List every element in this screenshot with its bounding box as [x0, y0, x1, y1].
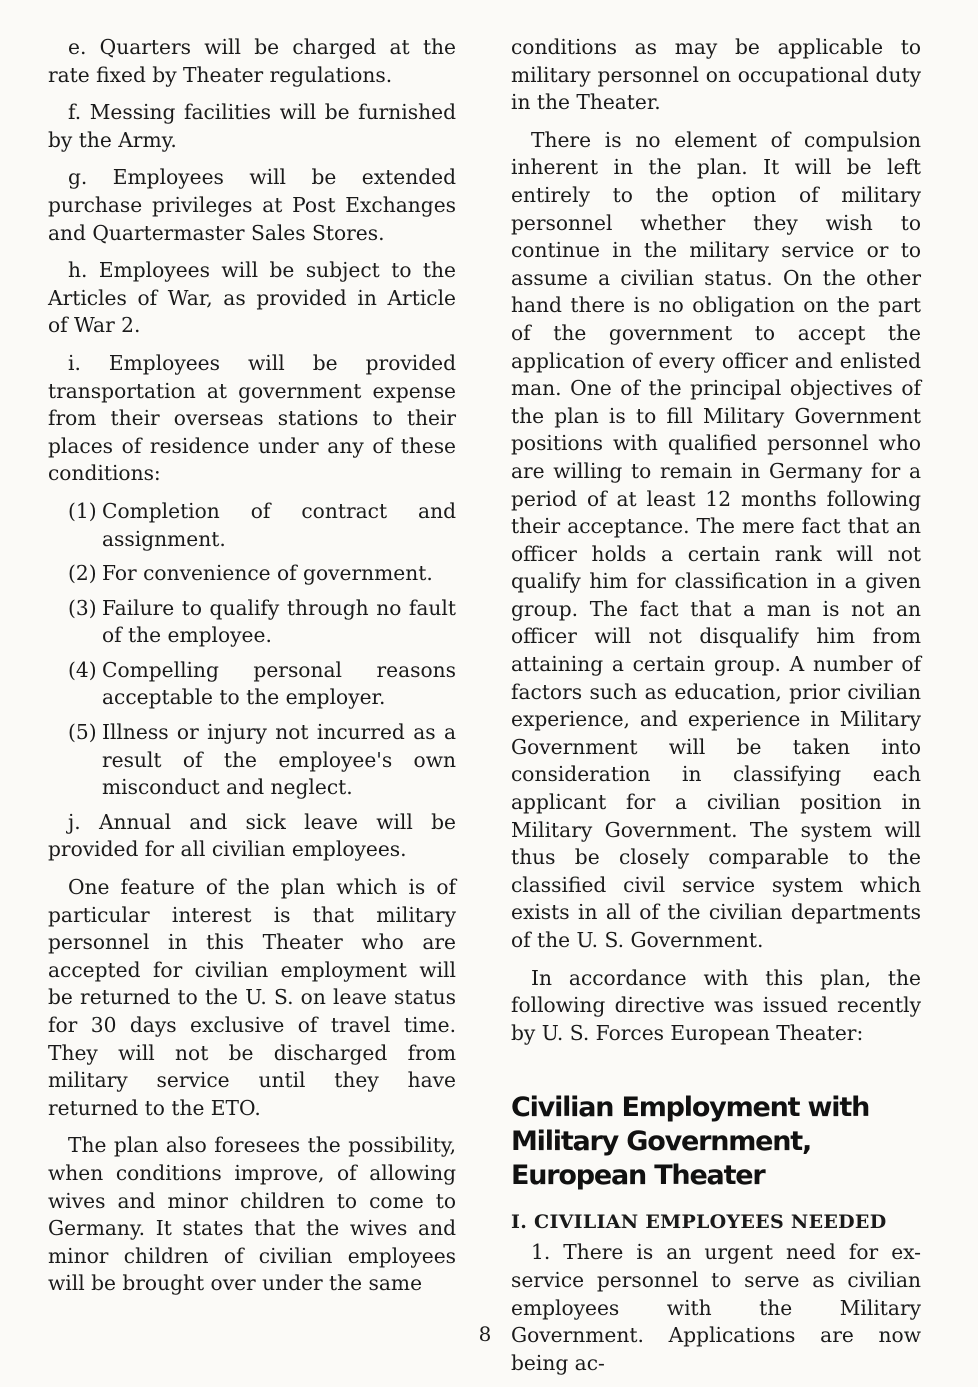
list-item-number: (5) — [68, 720, 97, 745]
paragraph-feature: One feature of the plan which is of particular interest is that military personnel in this Theater who are accepted for civilian employment will be returned to the U. S. on leave status for 30 days exclusive of travel time. They will not be discharged from military service until they have returned to the ETO. — [48, 875, 456, 1120]
list-item-text: Completion of contract and assignment. — [102, 498, 456, 551]
paragraph-urgent: 1. There is an urgent need for ex-service personnel to serve as civilian employees with the Military Government. Applications are now being ac- — [511, 1240, 921, 1375]
paragraph-f: f. Messing facilities will be furnished by the Army. — [48, 100, 456, 152]
list-item-number: (1) — [68, 498, 97, 523]
list-item — [68, 595, 456, 650]
paragraph-compulsion: There is no element of compulsion inherent in the plan. It will be left entirely to the option of military personnel whether they wish to continue in the military service or to assume a civilian status. On the other hand there is no obligation on the part of the government to accept the application of every officer and enlisted man. One of the principal objectives of the plan is to fill Military Government positions with qualified personnel who are willing to remain in Germany for a period of at least 12 months following their acceptance. The mere fact that an officer holds a certain rank will not qualify him for classification in a given group. The fact that a man is not an officer will not disqualify him from attaining a certain group. A number of factors such as education, prior civilian experience, and experience in Military Government will be taken into consideration in classifying each applicant for a civilian position in Military Government. The system will thus be closely comparable to the classified civil service system which exists in all of the civilian departments of the U. S. Government. — [511, 127, 921, 952]
paragraph-e: e. Quarters will be charged at the rate fixed by Theater regulations. — [48, 35, 456, 87]
left-column — [48, 34, 456, 1308]
paragraph-i: i. Employees will be provided transportation at government expense from their overseas stations to their places of residence under any of these conditions: — [48, 350, 456, 486]
list-item-text: Compelling personal reasons acceptable to the employer. — [102, 657, 456, 710]
list-item — [68, 498, 456, 553]
right-column — [511, 34, 921, 1387]
paragraph-h: h. Employees will be subject to the Articles of War, as provided in Article of War 2. — [48, 258, 456, 338]
paragraph-accordance: In accordance with this plan, the following directive was issued recently by U. S. Forces European Theater: — [511, 965, 921, 1045]
list-item-number: (2) — [68, 561, 97, 586]
section-heading: Civilian Employment with Military Government, European Theater — [511, 1092, 870, 1192]
conditions-list — [48, 498, 456, 802]
paragraph-j: j. Annual and sick leave will be provided for all civilian employees. — [48, 809, 456, 862]
paragraph-continued: conditions as may be applicable to military personnel on occupational duty in the Theater. — [511, 35, 921, 115]
paragraph-foresees: The plan also foresees the possibility, when conditions improve, of allowing wives and minor children to come to Germany. It states that the wives and minor children of civilian employees will be brought over under the same — [48, 1133, 456, 1296]
page-number: 8 — [478, 1322, 492, 1346]
paragraph-g: g. Employees will be extended purchase privileges at Post Exchanges and Quartermaster Sales Stores. — [48, 165, 456, 245]
list-item — [68, 657, 456, 712]
list-item — [68, 719, 456, 802]
list-item-text: Illness or injury not incurred as a result of the employee's own misconduct and neglect. — [102, 720, 456, 800]
list-item-number: (4) — [68, 657, 97, 682]
section-subheading: I. CIVILIAN EMPLOYEES NEEDED — [511, 1211, 887, 1234]
list-item-text: Failure to qualify through no fault of the employee. — [102, 595, 456, 648]
list-item-number: (3) — [68, 595, 97, 620]
list-item — [68, 560, 456, 588]
list-item-text: For convenience of government. — [102, 561, 433, 586]
